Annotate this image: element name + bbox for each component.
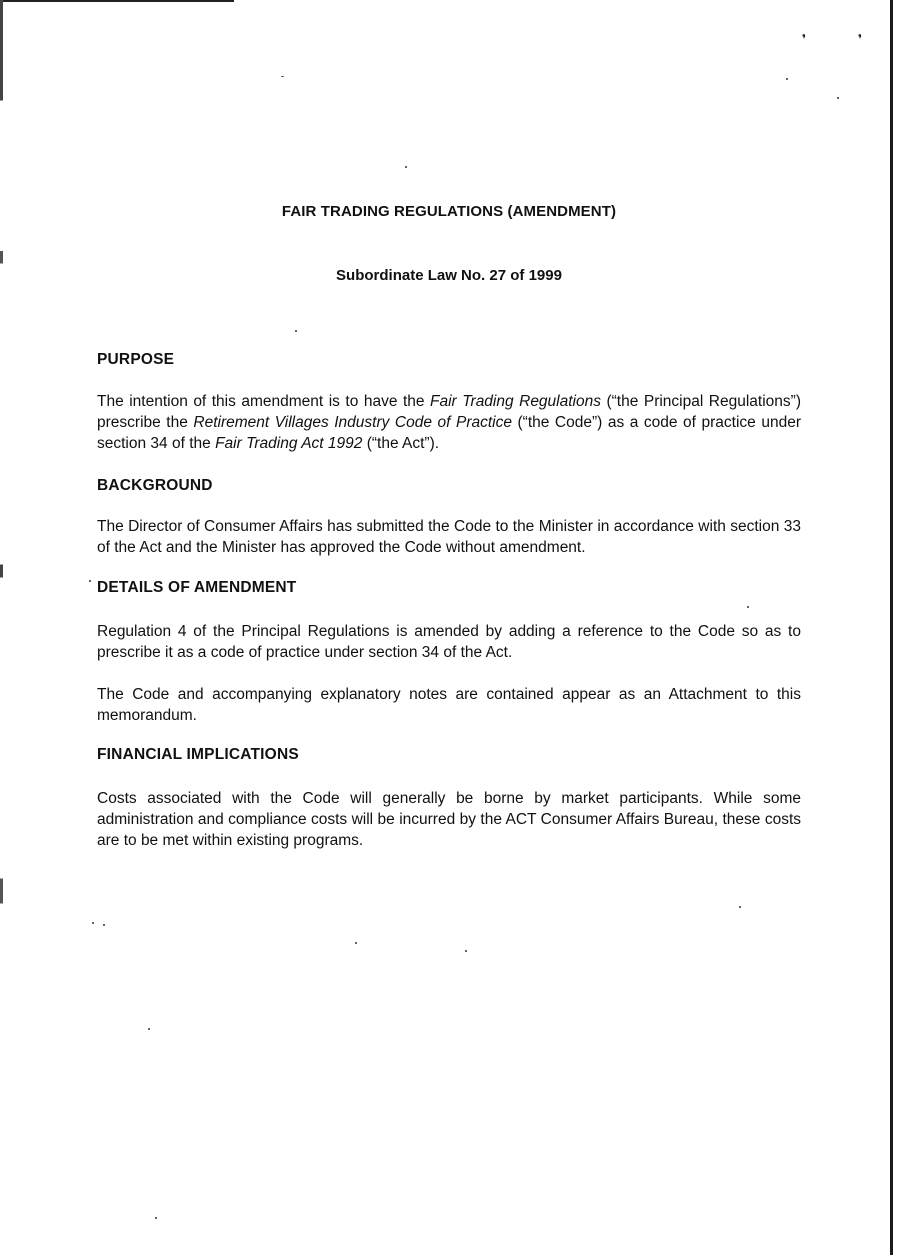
purpose-italic-act: Fair Trading Act 1992 xyxy=(215,435,363,452)
details-paragraph-1: Regulation 4 of the Principal Regulations is amended by adding a reference to the Code so as to prescribe it as a code of practice under section 34 of the Act. xyxy=(97,623,801,661)
purpose-text-3: (“the Code”) as a code of practice under section 34 of the xyxy=(97,414,801,452)
scan-speck xyxy=(148,1028,150,1030)
scan-speck xyxy=(281,76,284,77)
scan-speck xyxy=(92,922,94,924)
scan-top-rule xyxy=(0,0,234,2)
purpose-text-1: The intention of this amendment is to have the xyxy=(97,393,431,410)
scan-speck xyxy=(739,906,741,908)
scan-mark-left: ❜ xyxy=(802,32,807,46)
document-title: FAIR TRADING REGULATIONS (AMENDMENT) xyxy=(281,203,617,220)
purpose-text-2: (“the Principal Regulations”) prescribe the xyxy=(97,393,801,431)
scan-speck xyxy=(295,330,297,332)
document-subtitle: Subordinate Law No. 27 of 1999 xyxy=(336,267,562,284)
scan-speck xyxy=(837,97,839,99)
background-heading: BACKGROUND xyxy=(97,477,213,494)
scan-speck xyxy=(786,78,788,80)
purpose-italic-regulations: Fair Trading Regulations xyxy=(430,393,601,410)
scan-speck xyxy=(103,924,105,926)
purpose-heading: PURPOSE xyxy=(97,351,175,368)
scan-speck xyxy=(465,950,467,952)
financial-paragraph: Costs associated with the Code will generally be borne by market participants. While some administration and compliance costs will be incurred by the ACT Consumer Affairs Bureau, these costs are to be met within existing programs. xyxy=(97,790,801,849)
scan-speck xyxy=(89,580,91,582)
background-paragraph: The Director of Consumer Affairs has submitted the Code to the Minister in accordance with section 33 of the Act and the Minister has approved the Code without amendment. xyxy=(97,518,801,556)
scan-speck xyxy=(155,1217,157,1219)
scan-right-edge xyxy=(890,0,893,1255)
purpose-paragraph xyxy=(97,391,801,454)
purpose-italic-code: Retirement Villages Industry Code of Practice xyxy=(193,414,512,431)
scan-speck xyxy=(355,942,357,944)
financial-heading: FINANCIAL IMPLICATIONS xyxy=(97,746,299,763)
details-paragraph-2: The Code and accompanying explanatory notes are contained appear as an Attachment to this memorandum. xyxy=(97,686,801,724)
scan-left-edge xyxy=(0,0,3,1255)
scan-speck xyxy=(405,166,407,168)
scan-speck xyxy=(747,606,749,608)
purpose-text-4: (“the Act”). xyxy=(362,435,440,452)
details-heading: DETAILS OF AMENDMENT xyxy=(97,579,297,596)
scan-mark-right: ❜ xyxy=(858,32,863,46)
